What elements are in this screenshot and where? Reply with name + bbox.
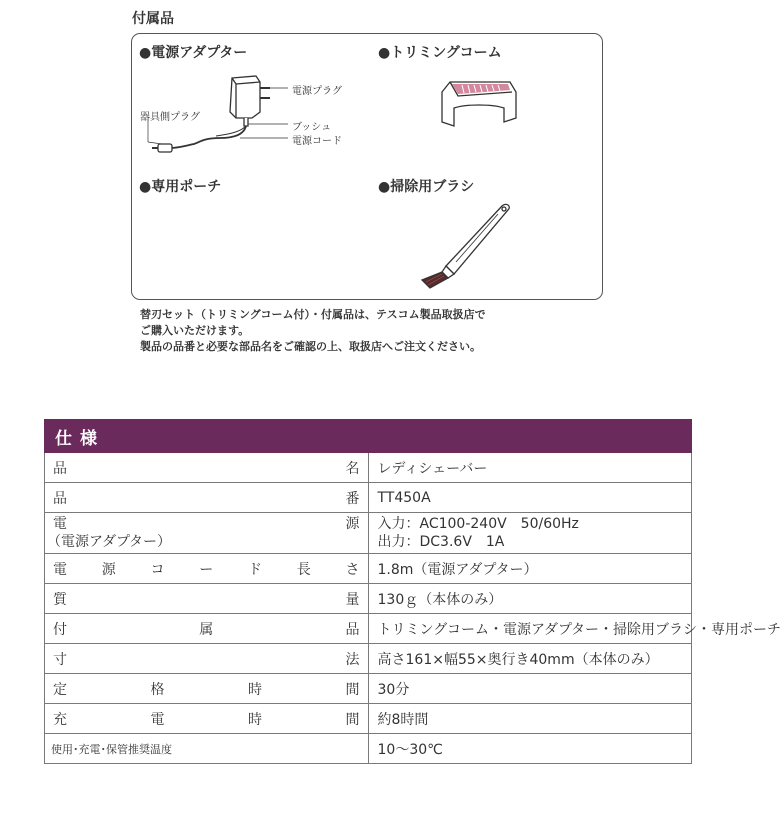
spec-header-row	[45, 420, 692, 453]
comb-illustration	[436, 78, 520, 130]
spec-label: 定 格 時 間	[45, 674, 369, 704]
table-row	[45, 644, 692, 674]
accessories-title: 付属品	[132, 11, 174, 27]
comb-label: ●トリミングコーム	[378, 45, 502, 61]
spec-header: 仕様	[55, 428, 105, 449]
spec-value: 10〜30℃	[368, 734, 692, 764]
table-row	[45, 674, 692, 704]
spec-label: 充 電 時 間	[45, 704, 369, 734]
spec-value: レディシェーバー	[368, 453, 692, 483]
spec-value: 約8時間	[368, 704, 692, 734]
note-line-1: 替刃セット（トリミングコーム付）・付属品は、テスコム製品取扱店で	[140, 308, 486, 321]
spec-label: 使用･充電･保管推奨温度	[45, 734, 369, 764]
spec-value: 30分	[368, 674, 692, 704]
spec-label: 質 量	[45, 584, 369, 614]
table-row	[45, 704, 692, 734]
note-line-2: ご購入いただけます。	[140, 324, 250, 337]
spec-label: 電 源 （電源アダプター）	[45, 513, 369, 554]
spec-table	[44, 419, 781, 764]
callout-cord: 電源コード	[292, 136, 342, 147]
table-row	[45, 614, 692, 644]
callout-bush: ブッシュ	[292, 122, 332, 133]
note-line-3: 製品の品番と必要な部品名をご確認の上、取扱店へご注文ください。	[140, 340, 481, 353]
table-row	[45, 734, 692, 764]
table-row	[45, 453, 692, 483]
callout-device-plug: 器具側プラグ	[140, 112, 200, 123]
table-row	[45, 483, 692, 513]
brush-label: ●掃除用ブラシ	[378, 179, 475, 195]
spec-label: 電 源 コ ー ド 長 さ	[45, 554, 369, 584]
spec-value: トリミングコーム・電源アダプター・掃除用ブラシ・専用ポーチ	[368, 614, 692, 644]
spec-value: TT450A	[368, 483, 692, 513]
spec-label: 品 番	[45, 483, 369, 513]
table-row	[45, 513, 692, 554]
pouch-label: ●専用ポーチ	[139, 179, 222, 195]
spec-value: 高さ161×幅55×奥行き40mm（本体のみ）	[368, 644, 692, 674]
spec-label: 品 名	[45, 453, 369, 483]
spec-label: 寸 法	[45, 644, 369, 674]
spec-label: 付 属 品	[45, 614, 369, 644]
callout-plug: 電源プラグ	[292, 86, 342, 97]
spec-value: 1.8m（電源アダプター）	[368, 554, 692, 584]
brush-illustration	[416, 196, 520, 292]
spec-value: 入力：AC100-240V 50/60Hz 出力：DC3.6V 1A	[368, 513, 692, 554]
table-row	[45, 554, 692, 584]
table-row	[45, 584, 692, 614]
adapter-label: ●電源アダプター	[139, 45, 248, 61]
spec-value: 130ｇ（本体のみ）	[368, 584, 692, 614]
